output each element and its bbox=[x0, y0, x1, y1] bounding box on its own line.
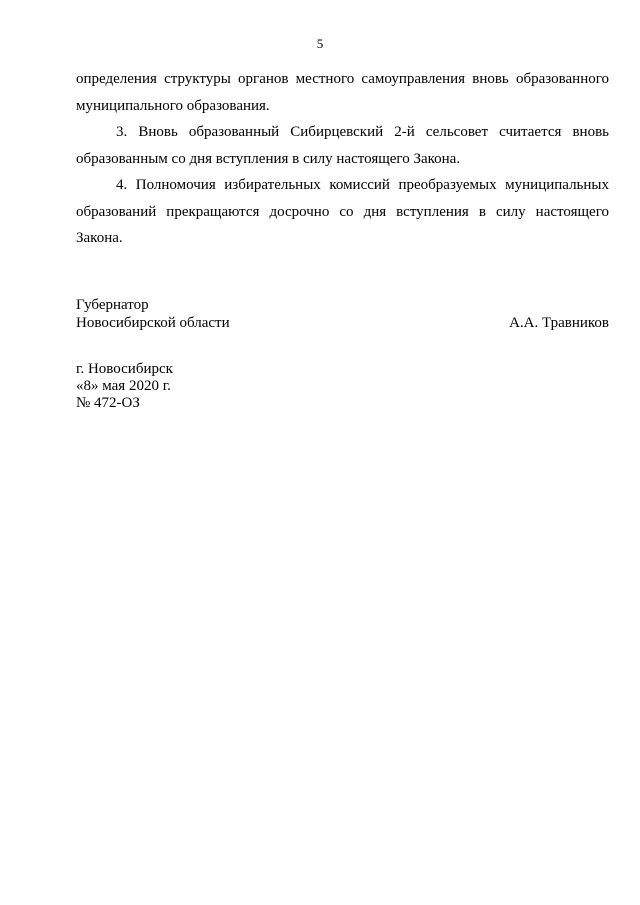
city: г. Новосибирск bbox=[76, 361, 173, 377]
signature-block bbox=[76, 296, 609, 332]
page-number: 5 bbox=[316, 36, 324, 51]
date: «8» мая 2020 г. bbox=[76, 378, 171, 394]
paragraph-item-3: 3. Вновь образованный Сибирцевский 2-й сельсовет считается вновь образованным со дня вступления в силу настоящего Закона. bbox=[76, 124, 609, 167]
signatory-title: Губернатор bbox=[76, 297, 149, 313]
signatory-name: А.А. Травников bbox=[509, 315, 609, 331]
signatory-region: Новосибирской области bbox=[76, 315, 230, 331]
signatory-row bbox=[76, 314, 609, 332]
document-body bbox=[76, 66, 609, 252]
paragraph-item-4: 4. Полномочия избирательных комиссий преобразуемых муниципальных образований прекращаются досрочно со дня вступления в силу настоящего Закона. bbox=[76, 177, 609, 246]
paragraph-continuation: определения структуры органов местного самоуправления вновь образованного муниципального образования. bbox=[76, 71, 609, 114]
place-date-block bbox=[76, 361, 376, 412]
law-number: № 472-ОЗ bbox=[76, 395, 140, 411]
